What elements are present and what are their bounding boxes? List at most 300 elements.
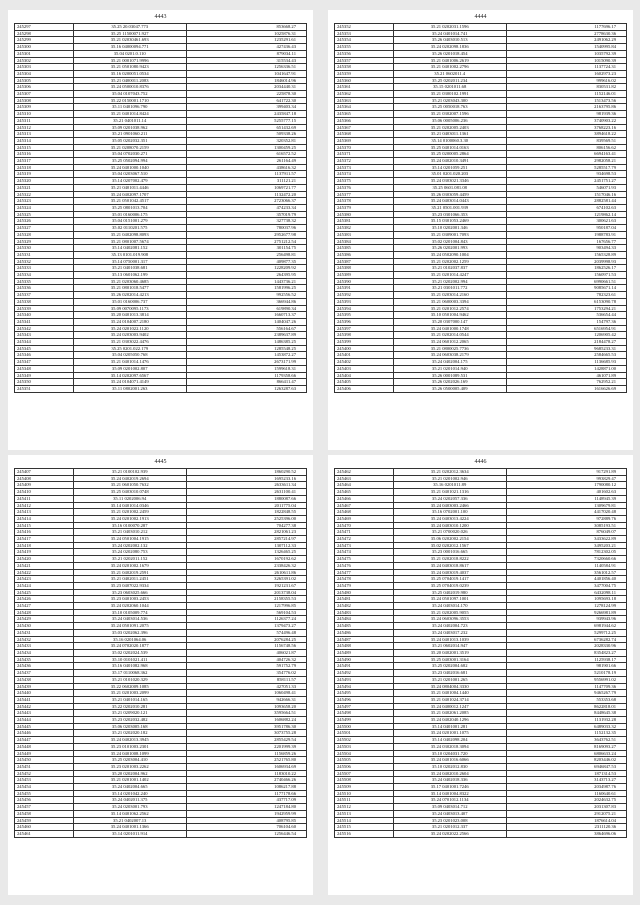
coordinate-cell: 35.24 0203003.9402	[73, 332, 186, 339]
table-row	[335, 509, 627, 516]
coordinate-cell: 35.21 0301011.772	[393, 285, 506, 292]
parcel-id-cell: 245386	[335, 251, 394, 258]
value-cell: 1921231.67	[186, 582, 306, 589]
page-number: 4444	[474, 14, 487, 20]
value-cell: 1093658.20	[186, 703, 306, 710]
coordinate-cell: 35.25 0403010.0748	[73, 489, 186, 496]
table-row	[15, 265, 307, 272]
coordinate-cell: 35.21 0101020.329	[73, 676, 186, 683]
value-cell: 8169093.27	[506, 743, 626, 750]
coordinate-cell: 35.21 0203043.300	[393, 97, 506, 104]
coordinate-cell: 35.21 0100102.939	[73, 469, 186, 476]
parcel-id-cell: 245402	[335, 359, 394, 366]
value-cell: 406021.87	[186, 649, 306, 656]
coordinate-cell: 35.24 0401014.741	[393, 30, 506, 37]
value-cell: 999616.02	[506, 77, 626, 84]
value-cell: 866411.47	[186, 379, 306, 386]
table-row	[15, 44, 307, 51]
parcel-id-cell: 245434	[15, 649, 74, 656]
table-row	[15, 515, 307, 522]
parcel-id-cell: 245456	[15, 797, 74, 804]
parcel-id-cell: 245389	[335, 272, 394, 279]
coordinate-cell: 35.21 0401006.2619	[393, 57, 506, 64]
parcel-id-cell: 245337	[15, 292, 74, 299]
table-row	[335, 231, 627, 238]
coordinate-cell: 35.11 0802001.263	[73, 385, 186, 392]
coordinate-cell: 35.25 0401014.0163	[393, 144, 506, 151]
coordinate-cell: 35.24 0402097.1707	[73, 191, 186, 198]
table-row	[15, 482, 307, 489]
coordinate-cell: 35.21 0800025.7736	[393, 345, 506, 352]
table-row	[335, 576, 627, 583]
table-row	[15, 285, 307, 292]
table-row	[335, 272, 627, 279]
table-row	[335, 757, 627, 764]
parcel-id-cell: 245324	[15, 204, 74, 211]
parcel-id-cell: 245491	[335, 663, 394, 670]
parcel-id-cell: 245362	[335, 91, 394, 98]
parcel-id-cell: 245474	[335, 549, 394, 556]
table-row	[335, 218, 627, 225]
coordinate-cell: 35.26 0403010.513	[393, 37, 506, 44]
table-row	[335, 690, 627, 697]
coordinate-cell: 35.21 0901060.211	[73, 131, 186, 138]
coordinate-cell: 35.24 0402004.175	[393, 359, 506, 366]
value-cell: 1660713.37	[186, 312, 306, 319]
table-row	[335, 804, 627, 811]
coordinate-cell: 35.21 0001071.9996	[73, 57, 186, 64]
coordinate-cell: 35.24 0403010.1200	[393, 522, 506, 529]
parcel-id-cell: 245408	[15, 475, 74, 482]
table-row	[335, 556, 627, 563]
parcel-id-cell: 245341	[15, 318, 74, 325]
parcel-id-cell: 245513	[335, 810, 394, 817]
value-cell: 2031307.83	[506, 804, 626, 811]
coordinate-cell: 35.21 0202020.182	[73, 730, 186, 737]
table-row	[15, 770, 307, 777]
value-cell: 427051.33	[186, 683, 306, 690]
coordinate-cell: 35.21 0202002.1259	[393, 258, 506, 265]
parcel-id-cell: 245435	[15, 656, 74, 663]
table-row	[335, 797, 627, 804]
value-cell: 2855429.54	[186, 737, 306, 744]
value-cell: 2028330.96	[506, 643, 626, 650]
coordinate-cell: 35.25 0704019.1417	[393, 576, 506, 583]
coordinate-cell: 35.21 0202031.1596	[393, 24, 506, 31]
coordinate-cell: 35.24 0501097.1001	[393, 596, 506, 603]
value-cell: 1256336.51	[186, 64, 306, 71]
coordinate-cell: 35.21 0700020.026	[393, 529, 506, 536]
value-cell: 981939.36	[506, 111, 626, 118]
parcel-id-cell: 245319	[15, 171, 74, 178]
parcel-id-cell: 245431	[15, 629, 74, 636]
value-cell: 2201999.39	[186, 743, 306, 750]
parcel-id-cell: 245509	[335, 784, 394, 791]
ledger-page-4443	[8, 10, 313, 450]
coordinate-cell: 35.21 0201014.940	[393, 365, 506, 372]
coordinate-cell: 35.06 0203005.168	[73, 723, 186, 730]
parcel-id-cell: 245467	[335, 502, 394, 509]
parcel-id-cell: 245356	[335, 50, 394, 57]
value-cell: 2163795.86	[506, 104, 626, 111]
value-cell: 167656.77	[506, 238, 626, 245]
table-row	[15, 703, 307, 710]
coordinate-cell: 35.21 0202011.152	[73, 556, 186, 563]
value-cell: 1125938.17	[506, 656, 626, 663]
coordinate-cell: 35.09 0070095.1173	[73, 305, 186, 312]
coordinate-cell: 35.02 0110201.575	[73, 225, 186, 232]
table-row	[15, 30, 307, 37]
value-cell: 1278124.99	[506, 603, 626, 610]
value-cell: 5285517.79	[506, 164, 626, 171]
parcel-id-cell: 245355	[335, 44, 394, 51]
page-number: 4443	[154, 14, 167, 20]
value-cell: 1025876.31	[186, 30, 306, 37]
value-cell: 806156.62	[506, 144, 626, 151]
value-cell: 2451751.27	[506, 178, 626, 185]
value-cell: 762952.21	[506, 379, 626, 386]
table-row	[15, 569, 307, 576]
table-row	[335, 790, 627, 797]
parcel-id-cell: 245477	[335, 569, 394, 576]
coordinate-cell: 35.04 0107043.752	[73, 91, 186, 98]
table-row	[335, 723, 627, 730]
value-cell: 1015090.39	[506, 57, 626, 64]
table-row	[335, 770, 627, 777]
coordinate-cell: 35.21 0202014.0544	[393, 332, 506, 339]
coordinate-cell: 35.09 0201038.962	[73, 124, 186, 131]
table-row	[335, 204, 627, 211]
table-row	[335, 339, 627, 346]
coordinate-cell: 35.24 0403017.232	[393, 629, 506, 636]
parcel-id-cell: 245367	[335, 124, 394, 131]
coordinate-cell: 35.14 0202097.6567	[73, 372, 186, 379]
value-cell: 1041647.91	[186, 70, 306, 77]
value-cell: 876049.07	[506, 529, 626, 536]
coordinate-cell: 35.24 0303021.3346	[393, 178, 506, 185]
parcel-id-cell: 245313	[15, 131, 74, 138]
table-row	[335, 372, 627, 379]
parcel-id-cell: 245390	[335, 278, 394, 285]
table-row	[15, 57, 307, 64]
value-cell: 2338426.32	[186, 562, 306, 569]
ledger-page-4446	[328, 455, 633, 895]
table-row	[15, 204, 307, 211]
value-cell: 569104.53	[186, 609, 306, 616]
value-cell: 1300459.25	[186, 144, 306, 151]
parcel-id-cell: 245317	[15, 158, 74, 165]
table-row	[335, 97, 627, 104]
coordinate-cell: 35.21 0501.001.939	[393, 204, 506, 211]
table-row	[15, 365, 307, 372]
table-row	[335, 495, 627, 502]
coordinate-cell: 35.11 0401096.790	[73, 104, 186, 111]
value-cell: 993829.47	[506, 475, 626, 482]
value-cell: 2673171.99	[186, 359, 306, 366]
coordinate-cell: 35.10 0202001.346	[393, 225, 506, 232]
value-cell: 9465267.79	[506, 690, 626, 697]
coordinate-cell: 35.24 0403003.2466	[393, 502, 506, 509]
parcel-id-cell: 245377	[335, 191, 394, 198]
value-cell: 3495203.21	[506, 542, 626, 549]
table-row	[15, 804, 307, 811]
value-cell: 256498.81	[186, 251, 306, 258]
parcel-id-cell: 245396	[335, 318, 394, 325]
coordinate-cell: 35.24 0202098.1836	[393, 44, 506, 51]
value-cell: 1235291.61	[186, 37, 306, 44]
parcel-id-cell: 245468	[335, 509, 394, 516]
table-row	[15, 372, 307, 379]
table-row	[15, 603, 307, 610]
table-row	[15, 305, 307, 312]
parcel-id-cell: 245298	[15, 30, 74, 37]
value-cell: 1307112.33	[186, 542, 306, 549]
value-cell: 1616626.69	[506, 385, 626, 392]
value-cell: 1206905.42	[506, 332, 626, 339]
value-cell: 2011775.04	[186, 502, 306, 509]
coordinate-cell: 35.21 0602011.4	[393, 70, 506, 77]
table-row	[335, 111, 627, 118]
table-row	[15, 536, 307, 543]
table-row	[335, 359, 627, 366]
value-cell: 1152146.01	[506, 91, 626, 98]
parcel-id-cell: 245428	[15, 609, 74, 616]
table-row	[15, 151, 307, 158]
table-row	[15, 475, 307, 482]
value-cell: 9266981.89	[506, 609, 626, 616]
value-cell: 3561012.57	[506, 569, 626, 576]
parcel-id-cell: 245512	[335, 804, 394, 811]
coordinate-cell: 35.25 0402019.980	[393, 589, 506, 596]
coordinate-cell: 35.14 0201059.251	[393, 164, 506, 171]
value-cell: 1517046.16	[506, 191, 626, 198]
parcel-id-cell: 245455	[15, 790, 74, 797]
value-cell: 8622818.01	[506, 703, 626, 710]
value-cell: 2034440.31	[186, 84, 306, 91]
value-cell: 1428871.00	[506, 365, 626, 372]
coordinate-cell: 35.21 0600003.3394	[393, 298, 506, 305]
value-cell: 1565328.89	[506, 251, 626, 258]
table-row	[15, 656, 307, 663]
coordinate-cell: 35.21 0202005.2403	[393, 124, 506, 131]
coordinate-cell: 35.14 0401004.8322	[393, 790, 506, 797]
value-cell: 474233.34	[186, 204, 306, 211]
coordinate-cell: 35.23 0201023.008	[393, 817, 506, 824]
value-cell: 7812302.05	[506, 549, 626, 556]
table-row	[335, 64, 627, 71]
parcel-id-cell: 245461	[15, 830, 74, 837]
table-row	[15, 379, 307, 386]
coordinate-cell: 35.21 0201002.2459	[73, 509, 186, 516]
value-cell: 6981944.62	[506, 623, 626, 630]
table-row	[335, 703, 627, 710]
coordinate-cell: 35.21 0401014.1476	[73, 359, 186, 366]
parcel-id-cell: 245400	[335, 345, 394, 352]
table-row	[15, 24, 307, 31]
table-row	[15, 777, 307, 784]
table-row	[335, 529, 627, 536]
parcel-id-cell: 245488	[335, 643, 394, 650]
parcel-id-cell: 245308	[15, 97, 74, 104]
coordinate-cell: 35.16 0702001.100	[393, 509, 506, 516]
value-cell: 1876614.04	[506, 817, 626, 824]
coordinate-cell: 35.04 0205050.768	[73, 352, 186, 359]
coordinate-cell: 35.21 0203014.2160	[393, 292, 506, 299]
table-row	[335, 710, 627, 717]
parcel-id-cell: 245326	[15, 218, 74, 225]
table-row	[335, 469, 627, 476]
parcel-id-cell: 245302	[15, 57, 74, 64]
parcel-id-cell: 245306	[15, 84, 74, 91]
table-row	[335, 549, 627, 556]
parcel-id-cell: 245407	[15, 469, 74, 476]
table-row	[335, 137, 627, 144]
coordinate-cell: 35.21 0402011.2451	[73, 576, 186, 583]
coordinate-cell: 35.21 0201001.1402	[73, 777, 186, 784]
parcel-id-cell: 245315	[15, 144, 74, 151]
parcel-id-cell: 245459	[15, 817, 74, 824]
coordinate-cell: 35.20 0307000.147	[393, 318, 506, 325]
parcel-id-cell: 245370	[335, 144, 394, 151]
coordinate-cell: 35.24 0403018.8617	[393, 562, 506, 569]
table-row	[15, 576, 307, 583]
table-row	[15, 670, 307, 677]
coordinate-cell: 35.21 0202005.9055	[393, 609, 506, 616]
value-cell: 2740466.26	[186, 777, 306, 784]
table-row	[15, 817, 307, 824]
coordinate-cell: 35.23 0001016.665	[393, 549, 506, 556]
table-row	[335, 178, 627, 185]
parcel-id-cell: 245463	[335, 475, 394, 482]
value-cell: 972889.76	[506, 515, 626, 522]
table-row	[15, 529, 307, 536]
value-cell: 401602.63	[506, 489, 626, 496]
parcel-id-cell: 245448	[15, 743, 74, 750]
value-cell: 2584665.53	[506, 352, 626, 359]
coordinate-cell: 35.24 0402011.375	[73, 797, 186, 804]
parcel-id-cell: 245307	[15, 91, 74, 98]
table-row	[335, 737, 627, 744]
table-row	[335, 50, 627, 57]
coordinate-cell: 35.21 0402098.8093	[73, 231, 186, 238]
parcel-id-cell: 245416	[15, 529, 74, 536]
parcel-id-cell: 245425	[15, 589, 74, 596]
table-row	[15, 325, 307, 332]
parcel-id-cell: 245415	[15, 522, 74, 529]
coordinate-cell: 35.10 0204031.720	[393, 750, 506, 757]
table-row	[15, 549, 307, 556]
parcel-id-cell: 245333	[15, 265, 74, 272]
parcel-id-cell: 245398	[335, 332, 394, 339]
parcel-id-cell: 245424	[15, 582, 74, 589]
value-cell: 839569.51	[506, 137, 626, 144]
coordinate-cell: 35.24 0403019.4037	[393, 569, 506, 576]
table-row	[15, 64, 307, 71]
coordinate-cell: 35.21 0402019.2591	[73, 569, 186, 576]
value-cell: 6736282.74	[506, 636, 626, 643]
parcel-id-cell: 245432	[15, 636, 74, 643]
table-row	[15, 37, 307, 44]
table-row	[15, 790, 307, 797]
coordinate-cell: 35.20 0401013.3814	[73, 312, 186, 319]
table-row	[15, 117, 307, 124]
table-row	[15, 562, 307, 569]
table-row	[15, 629, 307, 636]
coordinate-cell: 35.24 0202060.1044	[73, 603, 186, 610]
table-row	[335, 696, 627, 703]
table-row	[15, 312, 307, 319]
parcel-id-cell: 245502	[335, 737, 394, 744]
value-cell: 327738.32	[186, 218, 306, 225]
value-cell: 1069721.77	[186, 184, 306, 191]
value-cell: 1404047.26	[186, 318, 306, 325]
value-cell: 1599618.31	[186, 365, 306, 372]
value-cell: 2024632.75	[506, 797, 626, 804]
parcel-id-cell: 245495	[335, 690, 394, 697]
coordinate-cell: 35.21 0302007.1596	[393, 111, 506, 118]
coordinate-cell: 35.23 0101003.2301	[73, 743, 186, 750]
parcel-id-cell: 245387	[335, 258, 394, 265]
value-cell: 992556.52	[186, 292, 306, 299]
table-row	[15, 104, 307, 111]
table-row	[15, 50, 307, 57]
coordinate-cell: 35.23 0201003.2262	[73, 763, 186, 770]
table-row	[335, 332, 627, 339]
table-row	[335, 164, 627, 171]
coordinate-cell: 35.24 0201002.1913	[73, 515, 186, 522]
parcel-id-cell: 245427	[15, 603, 74, 610]
coordinate-cell: 35.24 0502090.1004	[393, 251, 506, 258]
table-row	[15, 111, 307, 118]
coordinate-cell: 35.24 0500010.8376	[73, 84, 186, 91]
value-cell: 2311120.36	[506, 824, 626, 831]
value-cell: 1606882.24	[186, 717, 306, 724]
parcel-id-cell: 245403	[335, 365, 394, 372]
value-cell: 6432098.11	[506, 589, 626, 596]
value-cell: 2013738.04	[186, 589, 306, 596]
value-cell: 3864696.06	[506, 830, 626, 837]
coordinate-cell: 35.24 0402040.1296	[393, 717, 506, 724]
parcel-id-cell: 245328	[15, 231, 74, 238]
value-cell: 9556991.02	[506, 676, 626, 683]
value-cell: 1453872.27	[186, 352, 306, 359]
value-cell: 1326465.25	[186, 549, 306, 556]
parcel-id-cell: 245361	[335, 84, 394, 91]
table-row	[15, 797, 307, 804]
table-row	[335, 251, 627, 258]
parcel-id-cell: 245297	[15, 24, 74, 31]
coordinate-cell: 35.24 0401016.6066	[393, 757, 506, 764]
parcel-id-cell: 245500	[335, 723, 394, 730]
parcel-id-cell: 245397	[335, 325, 394, 332]
parcel-id-cell: 245329	[15, 238, 74, 245]
parcel-id-cell: 245444	[15, 717, 74, 724]
parcel-id-cell: 245368	[335, 131, 394, 138]
parcel-id-cell: 245309	[15, 104, 74, 111]
table-row	[335, 379, 627, 386]
value-cell: 1219862.14	[506, 211, 626, 218]
value-cell: 461071.89	[506, 372, 626, 379]
value-cell: 553353.68	[506, 696, 626, 703]
table-row	[335, 623, 627, 630]
parcel-id-cell: 245318	[15, 164, 74, 171]
coordinate-cell: 35.24 0402004.723	[393, 623, 506, 630]
table-row	[15, 489, 307, 496]
parcel-id-cell: 245436	[15, 663, 74, 670]
coordinate-cell: 35.24 0401000.1748	[393, 325, 506, 332]
value-cell: 1247184.80	[186, 804, 306, 811]
coordinate-cell: 35.21 0401004.1440	[393, 690, 506, 697]
